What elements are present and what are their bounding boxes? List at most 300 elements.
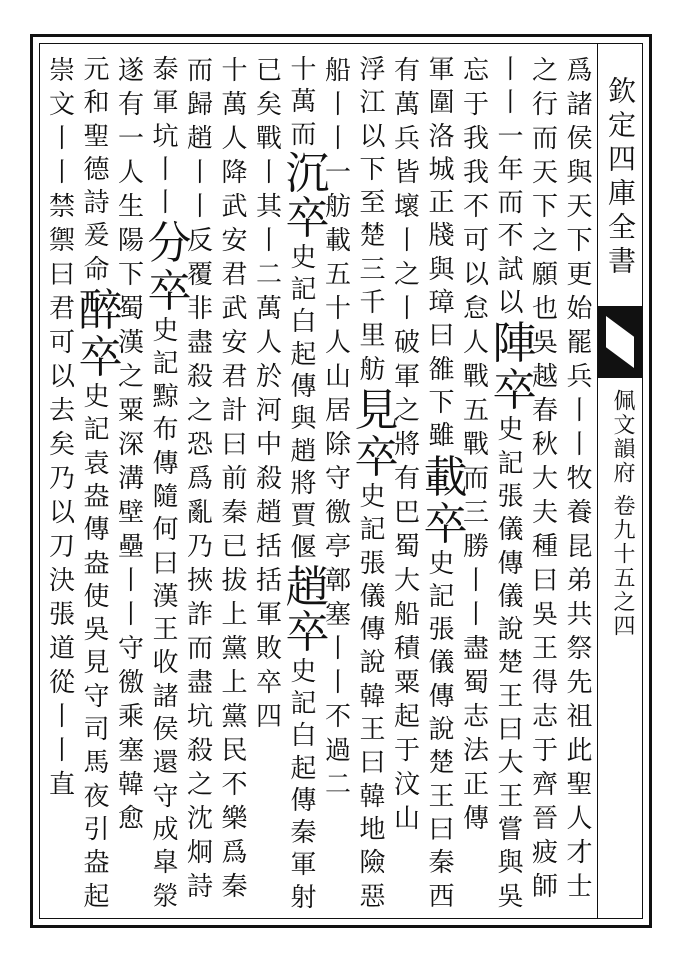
text-char: 禦 <box>48 226 75 256</box>
text-column-16 <box>44 54 80 802</box>
text-char: 矣 <box>48 430 75 460</box>
volume-label: 佩文韻府 卷九十五之四 <box>610 389 635 638</box>
text-char: 起 <box>393 702 420 732</box>
text-char: 我 <box>462 124 489 154</box>
text-char: 記 <box>428 581 455 612</box>
text-char: 河 <box>255 396 282 426</box>
text-char: 軍 <box>393 362 420 392</box>
text-char: 十 <box>324 294 351 324</box>
text-char: 丨 <box>324 634 351 664</box>
text-char: 與 <box>290 404 317 435</box>
text-column-15 <box>78 54 123 914</box>
text-char: 三 <box>462 498 489 528</box>
text-char: 起 <box>290 339 317 370</box>
text-char: 趙 <box>255 498 282 528</box>
text-char: 戰 <box>462 430 489 460</box>
text-char: 挾 <box>186 566 213 596</box>
text-char: 圍 <box>428 88 455 119</box>
text-char: 已 <box>255 56 282 86</box>
text-char: 士 <box>566 872 593 902</box>
text-char: 丨 <box>117 600 144 630</box>
text-char: 願 <box>531 260 558 290</box>
text-char: 丨 <box>462 600 489 630</box>
text-char: 此 <box>566 736 593 766</box>
text-char: 王 <box>497 781 524 812</box>
text-char: 鄣 <box>324 566 351 596</box>
text-char: 白 <box>290 721 317 752</box>
text-char: 祖 <box>566 702 593 732</box>
text-char: 民 <box>221 736 248 766</box>
text-char: 昆 <box>566 532 593 562</box>
text-char: 過 <box>324 736 351 766</box>
text-char: 於 <box>255 362 282 392</box>
text-char: 以 <box>497 288 524 319</box>
headword-char: 卒 <box>147 265 192 317</box>
text-char: 丨 <box>393 226 420 256</box>
text-char: 守 <box>83 681 110 712</box>
text-char: 勝 <box>462 532 489 562</box>
text-char: 傳 <box>152 448 179 479</box>
text-char: 丨 <box>255 226 282 256</box>
text-char: 盡 <box>186 328 213 358</box>
text-char: 沈 <box>186 804 213 834</box>
text-column-10 <box>251 54 287 734</box>
text-char: 楚 <box>428 748 455 779</box>
text-char: 祭 <box>566 634 593 664</box>
text-char: 萬 <box>255 294 282 324</box>
text-char: 得 <box>531 668 558 698</box>
text-char: 樂 <box>221 804 248 834</box>
text-char: 以 <box>359 121 386 152</box>
text-char: 丨 <box>324 90 351 120</box>
text-char: 三 <box>359 254 386 285</box>
text-char: 炯 <box>186 838 213 868</box>
text-char: 說 <box>359 648 386 679</box>
text-char: 而 <box>290 119 317 150</box>
text-char: 偃 <box>290 533 317 564</box>
text-char: 史 <box>152 315 179 346</box>
text-char: 壘 <box>117 532 144 562</box>
text-char: 萬 <box>393 90 420 120</box>
text-char: 人 <box>462 328 489 358</box>
text-char: 君 <box>221 362 248 392</box>
text-column-7 <box>354 54 399 914</box>
text-char: 黨 <box>221 634 248 664</box>
text-char: 元 <box>83 55 110 85</box>
text-char: 上 <box>221 600 248 630</box>
text-char: 丨 <box>497 55 524 85</box>
text-char: 粟 <box>117 396 144 426</box>
text-char: 師 <box>531 872 558 902</box>
text-char: 徼 <box>324 498 351 528</box>
text-char: 牋 <box>428 221 455 252</box>
text-char: 傳 <box>359 615 386 646</box>
side-margin <box>597 44 642 918</box>
headword-char: 陣 <box>492 318 537 370</box>
text-char: 嘗 <box>497 814 524 845</box>
text-char: 記 <box>497 448 524 479</box>
text-char: 恐 <box>186 430 213 460</box>
text-char: 和 <box>83 88 110 119</box>
text-char: 殺 <box>186 736 213 766</box>
text-char: 雒 <box>428 354 455 385</box>
text-char: 之 <box>186 770 213 800</box>
text-char: 于 <box>393 736 420 766</box>
text-char: 秋 <box>531 430 558 460</box>
text-char: 戰 <box>255 124 282 154</box>
text-char: 王 <box>359 715 386 746</box>
text-char: 丨 <box>186 192 213 222</box>
text-char: 秦 <box>221 872 248 902</box>
text-char: 亂 <box>186 498 213 528</box>
text-char: 人 <box>117 158 144 188</box>
text-char: 黨 <box>221 702 248 732</box>
text-char: 起 <box>83 881 110 912</box>
text-char: 天 <box>531 158 558 188</box>
text-char: 下 <box>566 226 593 256</box>
text-char: 種 <box>531 532 558 562</box>
text-char: 與 <box>428 254 455 285</box>
text-char: 丨 <box>152 154 179 185</box>
text-char: 丨 <box>117 566 144 596</box>
text-char: 雖 <box>428 421 455 452</box>
text-char: 我 <box>462 158 489 188</box>
text-char: 計 <box>221 396 248 426</box>
text-char: 于 <box>531 736 558 766</box>
text-char: 丨 <box>48 702 75 732</box>
text-char: 守 <box>152 781 179 812</box>
text-char: 史 <box>497 415 524 446</box>
text-char: 船 <box>393 600 420 630</box>
text-char: 西 <box>428 881 455 912</box>
text-char: 乘 <box>117 702 144 732</box>
text-char: 天 <box>566 192 593 222</box>
text-char: 而 <box>497 188 524 219</box>
text-char: 春 <box>531 396 558 426</box>
text-char: 直 <box>48 770 75 800</box>
text-char: 反 <box>186 226 213 256</box>
text-char: 盡 <box>186 668 213 698</box>
text-char: 非 <box>186 294 213 324</box>
headword-char: 卒 <box>423 498 468 550</box>
text-char: 大 <box>393 566 420 596</box>
text-char: 之 <box>531 56 558 86</box>
text-char: 惡 <box>359 881 386 912</box>
text-char: 覆 <box>186 260 213 290</box>
text-char: 安 <box>221 226 248 256</box>
text-char: 爰 <box>83 221 110 252</box>
text-char: 有 <box>117 90 144 120</box>
text-char: 一 <box>324 158 351 188</box>
text-char: 卒 <box>255 668 282 698</box>
text-char: 丨 <box>48 124 75 154</box>
text-char: 記 <box>359 515 386 546</box>
text-char: 下 <box>359 154 386 185</box>
text-block <box>39 43 643 919</box>
text-char: 而 <box>186 634 213 664</box>
text-char: 上 <box>221 668 248 698</box>
text-char: 先 <box>566 668 593 698</box>
text-char: 賈 <box>290 501 317 532</box>
text-char: 儀 <box>497 515 524 546</box>
text-char: 韓 <box>359 681 386 712</box>
text-char: 除 <box>324 430 351 460</box>
text-char: 禁 <box>48 192 75 222</box>
text-char: 曰 <box>428 814 455 845</box>
book-title: 欽定四庫全書 <box>604 76 637 280</box>
text-char: 秦 <box>428 848 455 879</box>
text-char: 丨 <box>186 158 213 188</box>
text-char: 山 <box>324 362 351 392</box>
text-char: 趙 <box>290 436 317 467</box>
text-char: 璋 <box>428 288 455 319</box>
headword-char: 卒 <box>354 431 399 483</box>
text-char: 楚 <box>497 648 524 679</box>
text-char: 已 <box>221 532 248 562</box>
text-char: 與 <box>566 158 593 188</box>
text-char: 軍 <box>428 55 455 85</box>
text-char: 吳 <box>531 600 558 630</box>
text-char: 舫 <box>359 354 386 385</box>
text-char: 韓 <box>117 770 144 800</box>
text-char: 將 <box>290 468 317 499</box>
text-char: 之 <box>186 396 213 426</box>
text-char: 塞 <box>324 600 351 630</box>
text-char: 愈 <box>117 804 144 834</box>
text-char: 楚 <box>359 221 386 252</box>
text-char: 共 <box>566 600 593 630</box>
text-char: 十 <box>221 56 248 86</box>
text-char: 傳 <box>290 371 317 402</box>
text-char: 將 <box>393 430 420 460</box>
text-char: 記 <box>152 348 179 379</box>
text-char: 不 <box>497 221 524 252</box>
text-char: 曰 <box>152 548 179 579</box>
text-char: 罷 <box>566 328 593 358</box>
text-char: 之 <box>393 260 420 290</box>
text-char: 吳 <box>83 615 110 646</box>
text-char: 以 <box>48 498 75 528</box>
text-char: 詩 <box>83 188 110 219</box>
text-char: 起 <box>290 753 317 784</box>
text-char: 夫 <box>531 498 558 528</box>
text-char: 徼 <box>117 668 144 698</box>
text-char: 殺 <box>186 362 213 392</box>
text-char: 記 <box>290 688 317 719</box>
text-char: 坑 <box>152 121 179 152</box>
text-char: 船 <box>324 56 351 86</box>
text-char: 記 <box>83 415 110 446</box>
text-char: 黥 <box>152 382 179 413</box>
text-char: 詐 <box>186 600 213 630</box>
text-char: 浮 <box>359 55 386 85</box>
text-char: 始 <box>566 294 593 324</box>
text-char: 史 <box>83 382 110 413</box>
text-char: 舫 <box>324 192 351 222</box>
text-char: 還 <box>152 748 179 779</box>
text-char: 晉 <box>531 804 558 834</box>
text-char: 人 <box>324 328 351 358</box>
text-char: 爲 <box>566 56 593 86</box>
text-char: 蜀 <box>462 668 489 698</box>
text-char: 陽 <box>117 226 144 256</box>
text-char: 曰 <box>359 748 386 779</box>
headword-char: 卒 <box>492 365 537 417</box>
text-char: 疲 <box>531 838 558 868</box>
headword-char: 卒 <box>78 332 123 384</box>
text-char: 人 <box>566 804 593 834</box>
text-char: 五 <box>462 396 489 426</box>
text-char: 前 <box>221 464 248 494</box>
text-char: 志 <box>531 702 558 732</box>
text-char: 盎 <box>83 482 110 512</box>
text-char: 秦 <box>290 818 317 849</box>
text-char: 君 <box>221 260 248 290</box>
text-char: 殺 <box>255 464 282 494</box>
text-char: 下 <box>531 192 558 222</box>
text-char: 王 <box>497 681 524 712</box>
text-char: 城 <box>428 154 455 185</box>
text-char: 蜀 <box>117 294 144 324</box>
text-char: 不 <box>462 192 489 222</box>
text-char: 侯 <box>566 124 593 154</box>
text-char: 盡 <box>462 634 489 664</box>
page-frame <box>30 34 652 928</box>
text-char: 德 <box>83 154 110 185</box>
text-char: 傳 <box>428 681 455 712</box>
text-char: 丨 <box>48 158 75 188</box>
text-char: 記 <box>290 275 317 306</box>
text-char: 傳 <box>83 515 110 546</box>
text-char: 白 <box>290 307 317 338</box>
text-char: 文 <box>48 90 75 120</box>
text-char: 曰 <box>48 260 75 290</box>
text-char: 可 <box>48 328 75 358</box>
text-char: 萬 <box>290 87 317 118</box>
headword-char: 沉 <box>285 147 330 199</box>
text-char: 道 <box>48 634 75 664</box>
text-char: 決 <box>48 566 75 596</box>
text-column-3 <box>492 54 537 914</box>
text-char: 儀 <box>428 648 455 679</box>
text-char: 張 <box>48 600 75 630</box>
text-char: 曰 <box>221 430 248 460</box>
text-char: 而 <box>462 464 489 494</box>
text-char: 括 <box>255 566 282 596</box>
text-char: 二 <box>324 770 351 800</box>
text-char: 韓 <box>359 781 386 812</box>
text-char: 傳 <box>462 804 489 834</box>
text-char: 丨 <box>152 188 179 219</box>
text-char: 儀 <box>359 581 386 612</box>
text-char: 有 <box>393 464 420 494</box>
text-char: 地 <box>359 814 386 845</box>
text-char: 君 <box>48 294 75 324</box>
text-char: 泰 <box>152 55 179 85</box>
text-char: 其 <box>255 192 282 222</box>
text-char: 于 <box>462 90 489 120</box>
text-char: 聖 <box>566 770 593 800</box>
text-column-1 <box>562 54 598 904</box>
headword-char: 見 <box>354 384 399 436</box>
text-char: 也 <box>531 294 558 324</box>
text-char: 之 <box>393 396 420 426</box>
text-column-13 <box>147 54 192 914</box>
text-char: 里 <box>359 321 386 352</box>
text-char: 之 <box>117 362 144 392</box>
text-char: 牧 <box>566 464 593 494</box>
text-char: 守 <box>117 634 144 664</box>
text-char: 二 <box>255 260 282 290</box>
text-char: 詩 <box>186 872 213 902</box>
text-char: 才 <box>566 838 593 868</box>
text-char: 巴 <box>393 498 420 528</box>
text-char: 軍 <box>255 600 282 630</box>
text-char: 司 <box>83 715 110 746</box>
text-char: 丨 <box>324 668 351 698</box>
text-char: 敗 <box>255 634 282 664</box>
text-char: 汶 <box>393 770 420 800</box>
text-char: 志 <box>462 702 489 732</box>
text-char: 養 <box>566 498 593 528</box>
text-char: 更 <box>566 260 593 290</box>
text-char: 忘 <box>462 56 489 86</box>
text-char: 馬 <box>83 748 110 779</box>
text-char: 布 <box>152 415 179 446</box>
text-char: 崇 <box>48 56 75 86</box>
headword-char: 卒 <box>285 607 330 659</box>
text-char: 粟 <box>393 668 420 698</box>
text-char: 王 <box>152 615 179 646</box>
text-char: 大 <box>497 748 524 779</box>
text-char: 而 <box>186 56 213 86</box>
text-char: 塞 <box>117 736 144 766</box>
text-char: 人 <box>221 124 248 154</box>
text-char: 與 <box>497 848 524 879</box>
text-char: 成 <box>152 814 179 845</box>
text-char: 張 <box>428 615 455 646</box>
text-char: 漢 <box>152 581 179 612</box>
headword-char: 卒 <box>285 193 330 245</box>
text-column-2 <box>527 54 563 904</box>
text-char: 何 <box>152 515 179 546</box>
text-char: 之 <box>531 226 558 256</box>
text-char: 江 <box>359 88 386 119</box>
text-column-11 <box>217 54 253 904</box>
text-char: 射 <box>290 882 317 913</box>
text-char: 正 <box>462 770 489 800</box>
text-char: 傳 <box>290 785 317 816</box>
text-char: 遂 <box>117 56 144 86</box>
text-char: 吳 <box>531 328 558 358</box>
text-char: 爲 <box>186 464 213 494</box>
text-char: 括 <box>255 532 282 562</box>
text-char: 法 <box>462 736 489 766</box>
text-char: 而 <box>531 124 558 154</box>
text-char: 引 <box>83 814 110 845</box>
text-char: 行 <box>531 90 558 120</box>
text-char: 一 <box>117 124 144 154</box>
text-char: 傳 <box>497 548 524 579</box>
text-column-9 <box>285 54 330 914</box>
text-char: 丨 <box>48 736 75 766</box>
text-char: 可 <box>462 226 489 256</box>
text-char: 史 <box>290 242 317 273</box>
text-char: 壞 <box>393 192 420 222</box>
text-char: 見 <box>83 648 110 679</box>
text-char: 丨 <box>393 294 420 324</box>
text-char: 說 <box>497 615 524 646</box>
